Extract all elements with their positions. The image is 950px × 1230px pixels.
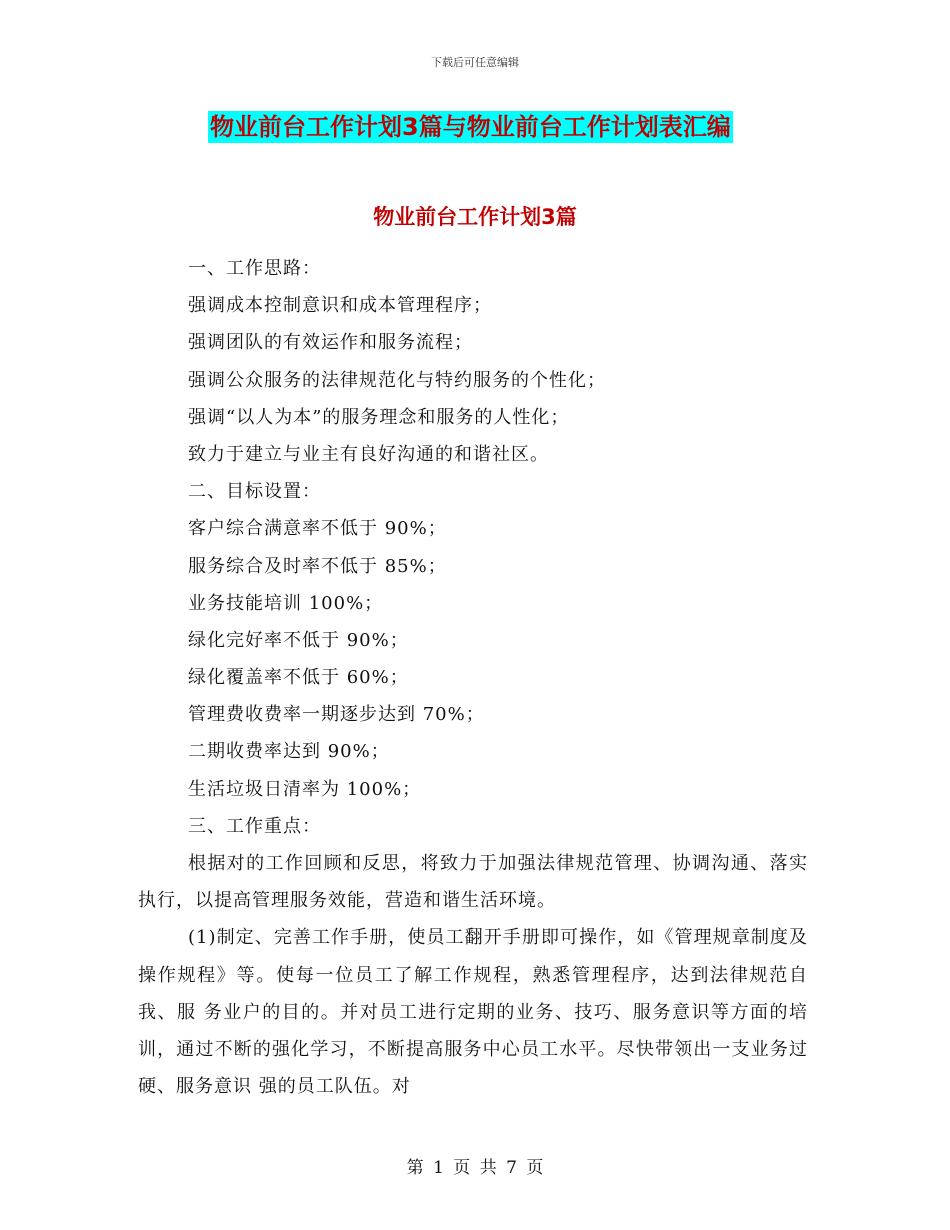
body-line: 生活垃圾日清率为 100%； [188,778,422,800]
body-line: 强调成本控制意识和成本管理程序； [188,295,492,317]
body-line: 客户综合满意率不低于 90%； [188,518,447,540]
body-line: 一、工作思路： [188,258,321,279]
page-footer: 第 1 页 共 7 页 [406,1158,544,1178]
page-header: 下载后可任意编辑 [431,56,519,69]
document-title: 物业前台工作计划3篇与物业前台工作计划表汇编 [210,113,731,141]
body-line: 强调团队的有效运作和服务流程； [188,332,473,354]
body-line: 绿化完好率不低于 90%； [188,629,409,651]
section-title: 物业前台工作计划3篇 [373,205,577,229]
body-line: 管理费收费率一期逐步达到 70%； [188,704,485,726]
body-paragraph: 根据对的工作回顾和反思，将致力于加强法律规范管理、协调沟通、落实执行，以提高管理服务效能，营造和谐生活环境。 [138,853,808,912]
body-line: 业务技能培训 100%； [188,592,384,614]
body-line: 致力于建立与业主有良好沟通的和谐社区。 [188,443,549,465]
body-line: 二期收费率达到 90%； [188,741,390,763]
body-line: 强调“以人为本”的服务理念和服务的人性化； [188,406,570,428]
body-line: 三、工作重点： [188,815,321,837]
body-paragraph: (1)制定、完善工作手册，使员工翻开手册即可操作，如《管理规章制度及操作规程》等。使每一位员工了解工作规程，熟悉管理程序，达到法律规范自我、服 务业户的目的。并对员工进行定期的业务、技巧、服务意识等方面的培训，通过不断的强化学习，不断提高服务中心员工水平。尽快带领出一支业务过硬、服务意识 强的员工队伍。对 [138,927,808,1098]
body-line: 服务综合及时率不低于 85%； [188,555,447,577]
body-line: 绿化覆盖率不低于 60%； [188,667,409,689]
body-line: 强调公众服务的法律规范化与特约服务的个性化； [188,369,606,391]
body-line: 二、目标设置： [188,481,321,503]
document-body [138,250,808,1105]
